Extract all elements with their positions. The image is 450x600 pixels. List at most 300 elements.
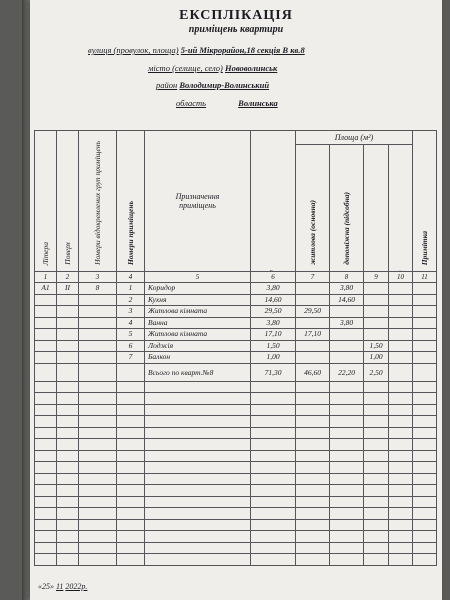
empty-cell [251, 496, 296, 508]
empty-cell [296, 542, 330, 554]
empty-cell [145, 496, 251, 508]
date-line [38, 582, 87, 591]
empty-cell [79, 542, 117, 554]
cell-aux [330, 340, 364, 352]
cell-aux: 3,80 [330, 317, 364, 329]
header-area-group: Площа (м²) [296, 131, 413, 145]
empty-cell [79, 439, 117, 451]
region-line [176, 98, 278, 108]
cell-total: 3,80 [251, 283, 296, 295]
cell-litera [35, 329, 57, 341]
empty-cell [251, 473, 296, 485]
empty-cell [57, 531, 79, 543]
header-living: житлова (основна) [296, 145, 330, 272]
empty-cell [364, 404, 389, 416]
empty-row [35, 416, 437, 428]
empty-cell [413, 485, 437, 497]
table-row [35, 329, 437, 341]
header-summer [364, 145, 389, 272]
empty-cell [413, 404, 437, 416]
empty-cell [413, 393, 437, 405]
column-number: 1 [35, 272, 57, 283]
empty-cell [35, 450, 57, 462]
empty-cell [330, 473, 364, 485]
empty-cell [364, 473, 389, 485]
empty-cell [364, 462, 389, 474]
cell-living [296, 283, 330, 295]
empty-cell [117, 496, 145, 508]
empty-cell [413, 381, 437, 393]
empty-cell [117, 404, 145, 416]
cell-common [389, 329, 413, 341]
cell-aux [330, 329, 364, 341]
empty-cell [79, 508, 117, 520]
empty-cell [145, 462, 251, 474]
empty-row [35, 531, 437, 543]
empty-cell [117, 427, 145, 439]
cell-litera [35, 317, 57, 329]
empty-cell [145, 439, 251, 451]
header-purpose: Призначення приміщень [145, 131, 251, 272]
empty-cell [330, 450, 364, 462]
empty-cell [413, 542, 437, 554]
empty-cell [251, 427, 296, 439]
cell-litera [35, 294, 57, 306]
empty-cell [79, 450, 117, 462]
cell-aux [330, 306, 364, 318]
empty-row [35, 473, 437, 485]
empty-cell [251, 519, 296, 531]
cell-name: Житлова кімната [145, 306, 251, 318]
total-label: Всього по кварт.№8 [145, 363, 251, 381]
room-rows [35, 283, 437, 364]
empty-cell [413, 496, 437, 508]
empty-cell [117, 531, 145, 543]
empty-cell [35, 462, 57, 474]
cell-note [413, 317, 437, 329]
cell-group: 8 [79, 283, 117, 295]
cell-summer: 1,50 [364, 340, 389, 352]
empty-cell [145, 508, 251, 520]
column-number-row [35, 272, 437, 283]
empty-cell [364, 542, 389, 554]
empty-cell [364, 416, 389, 428]
empty-row [35, 393, 437, 405]
header-floor: Поверх [57, 131, 79, 272]
cell-no: 6 [117, 340, 145, 352]
empty-cell [35, 542, 57, 554]
empty-cell [79, 427, 117, 439]
empty-cell [296, 554, 330, 566]
empty-cell [330, 508, 364, 520]
header-litera: Літера [35, 131, 57, 272]
empty-cell [364, 450, 389, 462]
empty-cell [79, 473, 117, 485]
total-area-value: 71,30 [251, 363, 296, 381]
empty-cell [117, 542, 145, 554]
cell-total: 1,00 [251, 352, 296, 364]
total-summer-value: 2,50 [364, 363, 389, 381]
empty-cell [330, 462, 364, 474]
empty-cell [413, 450, 437, 462]
empty-cell [251, 485, 296, 497]
empty-cell [389, 404, 413, 416]
empty-cell [364, 439, 389, 451]
empty-cell [296, 519, 330, 531]
empty-cell [117, 462, 145, 474]
document-subtitle: приміщень квартири [188, 24, 284, 35]
empty-cell [413, 439, 437, 451]
cell-note [413, 306, 437, 318]
region-label: область [176, 98, 207, 108]
city-line [148, 63, 277, 73]
empty-cell [389, 439, 413, 451]
empty-cell [364, 508, 389, 520]
empty-row [35, 519, 437, 531]
empty-cell [364, 531, 389, 543]
empty-cell [251, 542, 296, 554]
empty-cell [296, 473, 330, 485]
empty-cell [57, 542, 79, 554]
empty-cell [145, 381, 251, 393]
cell-common [389, 340, 413, 352]
empty-row [35, 496, 437, 508]
total-living-value: 46,60 [296, 363, 330, 381]
empty-cell [35, 508, 57, 520]
cell-floor [57, 352, 79, 364]
cell-aux: 3,80 [330, 283, 364, 295]
empty-cell [364, 519, 389, 531]
cell-no: 7 [117, 352, 145, 364]
empty-row [35, 450, 437, 462]
empty-cell [145, 427, 251, 439]
empty-cell [364, 393, 389, 405]
cell-total: 1,50 [251, 340, 296, 352]
cell-living [296, 352, 330, 364]
city-label: місто (селище, село) [148, 63, 223, 73]
table-row [35, 294, 437, 306]
cell-litera: А1 [35, 283, 57, 295]
cell-floor [57, 294, 79, 306]
empty-cell [35, 381, 57, 393]
header-group: Номери відокремлених груп приміщень [79, 131, 117, 272]
empty-cell [79, 519, 117, 531]
cell-total: 17,10 [251, 329, 296, 341]
table-row [35, 352, 437, 364]
empty-cell [57, 450, 79, 462]
cell-group [79, 329, 117, 341]
empty-cell [145, 416, 251, 428]
cell-group [79, 340, 117, 352]
cell-name: Кухня [145, 294, 251, 306]
column-number: 2 [57, 272, 79, 283]
empty-cell [364, 427, 389, 439]
cell-name: Коридор [145, 283, 251, 295]
cell-group [79, 306, 117, 318]
cell-total: 14,60 [251, 294, 296, 306]
cell-summer [364, 283, 389, 295]
cell-no: 4 [117, 317, 145, 329]
cell-summer: 1,00 [364, 352, 389, 364]
empty-cell [117, 519, 145, 531]
header-notes: Примітка [413, 131, 437, 272]
cell-total: 3,80 [251, 317, 296, 329]
empty-cell [117, 554, 145, 566]
empty-cell [57, 473, 79, 485]
empty-row [35, 381, 437, 393]
cell-name: Балкон [145, 352, 251, 364]
empty-cell [296, 393, 330, 405]
total-aux-value: 22,20 [330, 363, 364, 381]
empty-cell [57, 404, 79, 416]
empty-cell [251, 404, 296, 416]
cell-floor [57, 317, 79, 329]
empty-cell [145, 542, 251, 554]
empty-cell [413, 554, 437, 566]
column-number: 10 [389, 272, 413, 283]
empty-cell [330, 416, 364, 428]
empty-cell [35, 427, 57, 439]
empty-cell [35, 531, 57, 543]
column-number: 8 [330, 272, 364, 283]
cell-summer [364, 329, 389, 341]
empty-cell [57, 485, 79, 497]
cell-total: 29,50 [251, 306, 296, 318]
empty-cell [330, 381, 364, 393]
empty-cell [57, 416, 79, 428]
empty-cell [413, 462, 437, 474]
cell-note [413, 294, 437, 306]
cell-group [79, 294, 117, 306]
empty-cell [389, 462, 413, 474]
empty-row [35, 439, 437, 451]
empty-cell [389, 381, 413, 393]
empty-cell [57, 427, 79, 439]
empty-cell [79, 416, 117, 428]
empty-row [35, 427, 437, 439]
empty-cell [330, 542, 364, 554]
empty-row [35, 542, 437, 554]
cell-name: Ванна [145, 317, 251, 329]
empty-cell [413, 427, 437, 439]
empty-cell [330, 393, 364, 405]
empty-cell [413, 508, 437, 520]
empty-cell [145, 531, 251, 543]
region-value: Волинська [238, 98, 278, 108]
empty-cell [251, 531, 296, 543]
cell-no: 5 [117, 329, 145, 341]
empty-cell [35, 554, 57, 566]
empty-cell [79, 393, 117, 405]
cell-litera [35, 340, 57, 352]
cell-floor: II [57, 283, 79, 295]
empty-cell [79, 496, 117, 508]
cell-name: Лоджія [145, 340, 251, 352]
empty-cell [79, 531, 117, 543]
empty-cell [296, 508, 330, 520]
empty-cell [389, 508, 413, 520]
empty-cell [79, 462, 117, 474]
city-value: Нововолинськ [224, 63, 278, 73]
empty-cell [117, 381, 145, 393]
empty-cell [251, 462, 296, 474]
cell-note [413, 283, 437, 295]
table-row [35, 283, 437, 295]
column-number: 3 [79, 272, 117, 283]
cell-common [389, 352, 413, 364]
district-value: Володимир-Волинський [179, 80, 270, 90]
empty-cell [296, 404, 330, 416]
empty-cell [79, 381, 117, 393]
empty-cell [389, 427, 413, 439]
cell-floor [57, 306, 79, 318]
empty-cell [389, 554, 413, 566]
empty-cell [330, 519, 364, 531]
empty-cell [330, 404, 364, 416]
cell-group [79, 317, 117, 329]
empty-row [35, 404, 437, 416]
district-line [156, 80, 269, 90]
empty-cell [35, 439, 57, 451]
column-number: 4 [117, 272, 145, 283]
table-row [35, 306, 437, 318]
header-common [389, 145, 413, 272]
cell-name: Житлова кімната [145, 329, 251, 341]
cell-note [413, 329, 437, 341]
cell-living [296, 294, 330, 306]
cell-common [389, 306, 413, 318]
empty-cell [117, 416, 145, 428]
district-label: район [156, 80, 178, 90]
cell-living [296, 317, 330, 329]
empty-cell [413, 416, 437, 428]
empty-cell [79, 485, 117, 497]
cell-living: 17,10 [296, 329, 330, 341]
date-day: «25» [38, 582, 54, 591]
cell-common [389, 283, 413, 295]
column-number: 11 [413, 272, 437, 283]
empty-cell [364, 381, 389, 393]
empty-cell [35, 404, 57, 416]
street-value: 5-ий Мікрорайон,18 секція В кв.8 [180, 45, 305, 55]
empty-cell [389, 393, 413, 405]
column-number: 9 [364, 272, 389, 283]
column-number: 6 [251, 272, 296, 283]
cell-no: 1 [117, 283, 145, 295]
empty-cell [389, 450, 413, 462]
cell-summer [364, 306, 389, 318]
cell-floor [57, 329, 79, 341]
empty-cell [389, 531, 413, 543]
empty-cell [389, 416, 413, 428]
total-row [35, 363, 437, 381]
date-year: 2022р. [65, 582, 88, 591]
empty-row [35, 462, 437, 474]
empty-cell [35, 473, 57, 485]
empty-row [35, 508, 437, 520]
empty-cell [251, 416, 296, 428]
empty-cell [296, 485, 330, 497]
empty-cell [145, 473, 251, 485]
blank-rows [35, 381, 437, 565]
cell-summer [364, 294, 389, 306]
cell-living [296, 340, 330, 352]
cell-note [413, 340, 437, 352]
cell-note [413, 352, 437, 364]
header-room-no: Номери приміщень [117, 131, 145, 272]
cell-no: 3 [117, 306, 145, 318]
table-row [35, 317, 437, 329]
empty-cell [296, 496, 330, 508]
empty-cell [389, 485, 413, 497]
empty-cell [35, 496, 57, 508]
header-aux: допоміжна (підсобна) [330, 145, 364, 272]
empty-cell [145, 554, 251, 566]
empty-cell [364, 554, 389, 566]
empty-cell [389, 519, 413, 531]
empty-cell [296, 531, 330, 543]
empty-cell [364, 485, 389, 497]
empty-cell [330, 485, 364, 497]
date-month: 11 [56, 582, 64, 591]
empty-row [35, 485, 437, 497]
table-row [35, 340, 437, 352]
empty-cell [251, 381, 296, 393]
empty-cell [251, 439, 296, 451]
cell-no: 2 [117, 294, 145, 306]
empty-cell [296, 427, 330, 439]
empty-cell [330, 554, 364, 566]
cell-floor [57, 340, 79, 352]
empty-cell [117, 485, 145, 497]
empty-cell [251, 508, 296, 520]
empty-cell [79, 554, 117, 566]
empty-cell [413, 519, 437, 531]
explication-table [34, 130, 437, 566]
empty-cell [296, 439, 330, 451]
empty-cell [330, 439, 364, 451]
empty-cell [57, 393, 79, 405]
empty-cell [57, 381, 79, 393]
empty-cell [145, 404, 251, 416]
empty-cell [364, 496, 389, 508]
cell-summer [364, 317, 389, 329]
empty-cell [296, 416, 330, 428]
cell-common [389, 294, 413, 306]
empty-cell [330, 531, 364, 543]
empty-cell [389, 496, 413, 508]
cell-aux [330, 352, 364, 364]
cell-aux: 14,60 [330, 294, 364, 306]
empty-cell [117, 508, 145, 520]
empty-cell [389, 473, 413, 485]
empty-cell [57, 508, 79, 520]
empty-cell [117, 393, 145, 405]
empty-cell [57, 554, 79, 566]
cell-litera [35, 352, 57, 364]
empty-cell [296, 450, 330, 462]
empty-cell [35, 416, 57, 428]
empty-row [35, 554, 437, 566]
empty-cell [330, 496, 364, 508]
header-total-area [251, 131, 296, 272]
empty-cell [57, 462, 79, 474]
empty-cell [251, 393, 296, 405]
street-label: вулиця (провулок, площа) [88, 45, 179, 55]
cell-litera [35, 306, 57, 318]
cell-common [389, 317, 413, 329]
empty-cell [117, 450, 145, 462]
